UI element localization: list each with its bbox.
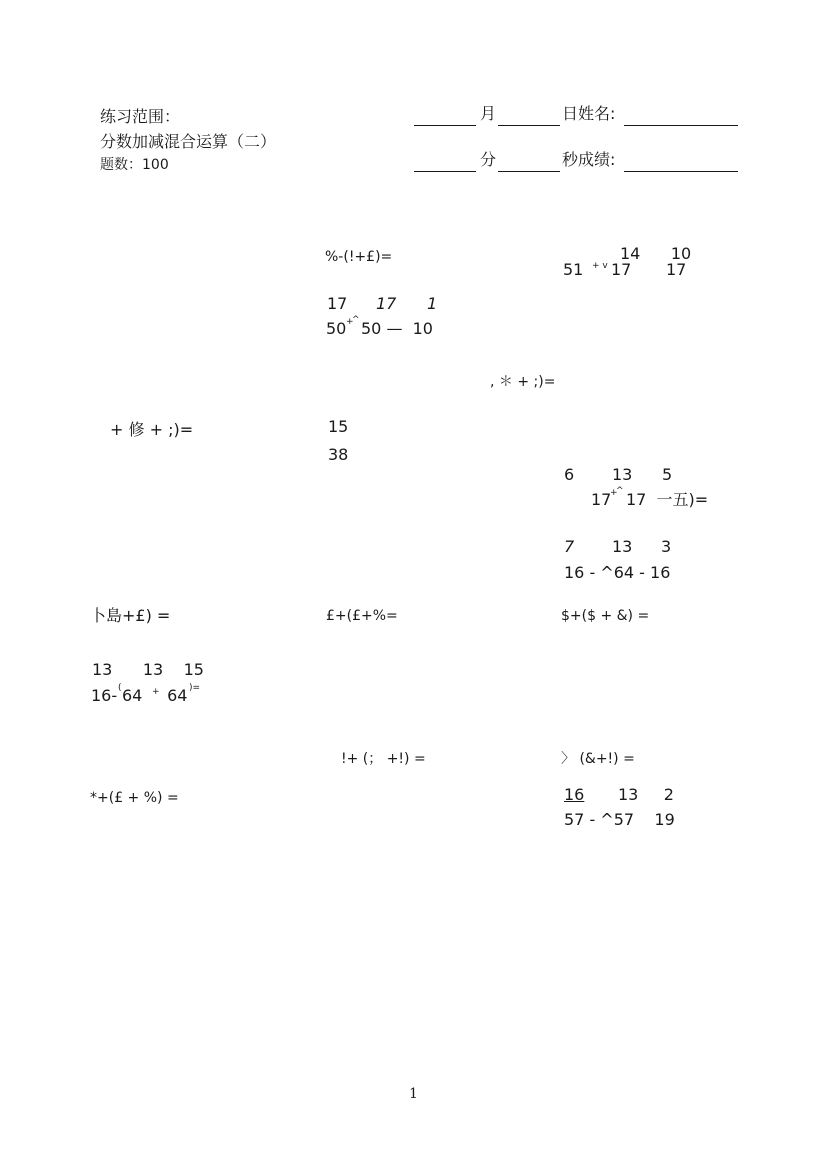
seconds-score-label: 秒成绩: (562, 150, 616, 169)
minutes-label: 分 (480, 150, 497, 169)
page-number: 1 (409, 1086, 418, 1102)
problem-12-plus: + (152, 687, 160, 697)
month-blank[interactable] (414, 125, 476, 126)
problem-2-operator: + v (592, 261, 608, 271)
problem-12-numerators: 13 13 15 (92, 660, 204, 679)
problem-1: %-(!+£)= (325, 249, 393, 265)
day-name-label: 日姓名: (562, 104, 616, 123)
problem-10: £+(£+%= (326, 608, 398, 624)
day-blank[interactable] (498, 125, 560, 126)
problem-7-plus: + (610, 488, 618, 498)
problem-16-num-b: 13 2 (618, 785, 674, 804)
problem-14: 〉 (&+!) = (561, 751, 635, 767)
problem-8-num-c: 3 (661, 537, 672, 556)
problem-3-num-c: 1 (427, 294, 438, 313)
problem-15: *+(£ + %) = (90, 790, 179, 806)
problem-3-plus: + (346, 317, 354, 327)
problem-16-denominator: 57 - ^57 19 (564, 810, 675, 829)
problem-12-paren: ( (118, 683, 122, 693)
problem-7-num-b: 13 (612, 465, 633, 484)
problem-4: , ＊ + ;)= (490, 374, 556, 390)
problem-6-denominator: 38 (328, 445, 349, 464)
problem-5: + 修 + ;)= (110, 420, 194, 439)
problem-12-den-c: 64 (162, 686, 188, 705)
practice-topic: 分数加减混合运算（二） (100, 132, 277, 151)
problem-7-den-a: 17 (591, 490, 612, 509)
problem-3-den-a: 50 (326, 319, 347, 338)
problem-7-caret: ^ (616, 486, 624, 496)
problem-2-numerators: 14 10 (620, 244, 692, 263)
problem-9: 卜島+£) = (90, 606, 171, 625)
problem-8-num-b: 13 (612, 537, 633, 556)
problem-6-numerator: 15 (328, 417, 349, 436)
problem-7-den-b: 17 一五)= (626, 490, 709, 509)
problem-8-denominator: 16 - ^64 - 16 (564, 563, 671, 582)
question-count: 题数：100 (100, 157, 169, 173)
problem-7-num-c: 5 (662, 465, 673, 484)
problem-11: $+($ + &) = (561, 608, 650, 624)
score-blank[interactable] (624, 171, 738, 172)
month-label: 月 (480, 104, 497, 123)
problem-12-den-b: 64 (122, 686, 153, 705)
practice-range-label: 练习范围： (100, 107, 181, 126)
problem-7-num-a: 6 (564, 465, 575, 484)
problem-2-den-c: 17 (666, 260, 687, 279)
problem-12-den-a: 16- (91, 686, 118, 705)
problem-3-num-b: 17 (376, 294, 397, 313)
seconds-blank[interactable] (498, 171, 560, 172)
problem-3-den-b: 50 — 10 (361, 319, 433, 338)
problem-3-num-a: 17 (327, 294, 348, 313)
problem-2-den-a: 51 (563, 260, 584, 279)
problem-13: !+ (； +!) = (341, 751, 426, 767)
problem-2-den-b: 17 (611, 260, 632, 279)
minutes-blank[interactable] (414, 171, 476, 172)
problem-8-num-a: 7 (564, 537, 575, 556)
problem-12-end: )= (189, 683, 201, 693)
problem-16-num-a: 16 (564, 785, 585, 804)
problem-3-caret: ^ (352, 315, 360, 325)
name-blank[interactable] (624, 125, 738, 126)
